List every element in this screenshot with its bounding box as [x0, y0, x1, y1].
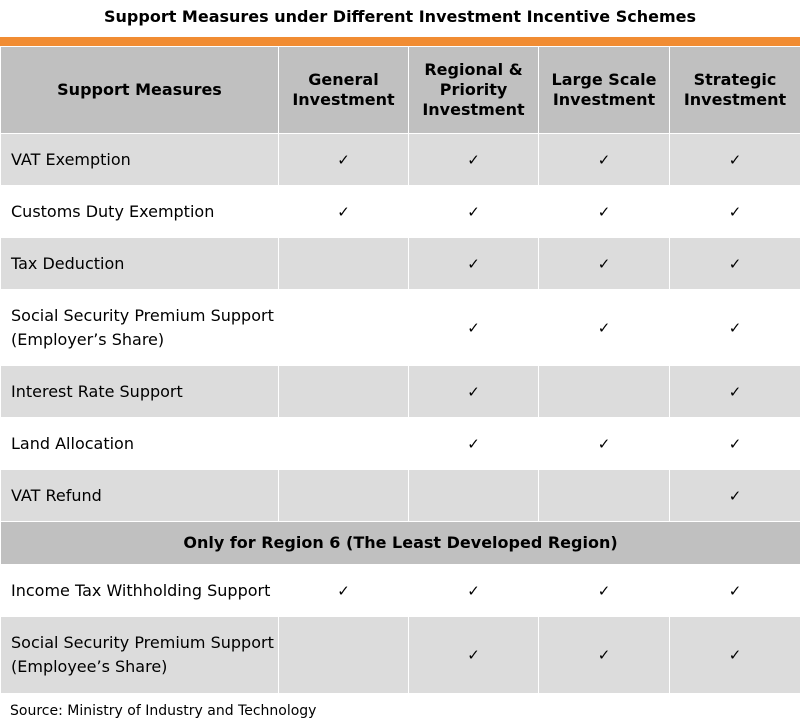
incentive-table	[0, 46, 800, 694]
check-icon: ✓	[409, 617, 539, 694]
accent-bar	[0, 37, 800, 46]
check-icon: ✓	[279, 134, 409, 186]
row-label-vat-refund: VAT Refund	[1, 470, 279, 522]
row-label-interest-rate-support: Interest Rate Support	[1, 366, 279, 418]
empty-cell	[279, 290, 409, 366]
check-icon: ✓	[279, 565, 409, 617]
check-icon: ✓	[409, 186, 539, 238]
row-label-land-allocation: Land Allocation	[1, 418, 279, 470]
table-title: Support Measures under Different Investment Incentive Schemes	[104, 7, 696, 26]
check-icon: ✓	[539, 617, 670, 694]
check-icon: ✓	[670, 290, 800, 366]
row-label-social-security-premium-support-employee-s-share: Social Security Premium Support (Employee’s Share)	[1, 617, 279, 694]
table-row	[1, 186, 800, 238]
section-title: Only for Region 6 (The Least Developed Region)	[1, 522, 800, 565]
row-label-social-security-premium-support-employer-s-share: Social Security Premium Support (Employer’s Share)	[1, 290, 279, 366]
check-icon: ✓	[670, 238, 800, 290]
check-icon: ✓	[539, 186, 670, 238]
table-row	[1, 565, 800, 617]
check-icon: ✓	[539, 565, 670, 617]
empty-cell	[279, 418, 409, 470]
check-icon: ✓	[539, 134, 670, 186]
check-icon: ✓	[539, 238, 670, 290]
check-icon: ✓	[670, 470, 800, 522]
check-icon: ✓	[409, 290, 539, 366]
check-icon: ✓	[670, 134, 800, 186]
empty-cell	[539, 366, 670, 418]
header-row	[1, 47, 800, 134]
header-strategic-investment: Strategic Investment	[670, 47, 800, 134]
header-large-scale-investment: Large Scale Investment	[539, 47, 670, 134]
check-icon: ✓	[670, 418, 800, 470]
check-icon: ✓	[670, 186, 800, 238]
check-icon: ✓	[409, 134, 539, 186]
table-row	[1, 470, 800, 522]
table-row	[1, 290, 800, 366]
check-icon: ✓	[539, 418, 670, 470]
check-icon: ✓	[409, 418, 539, 470]
table-row	[1, 366, 800, 418]
region-6-section-row	[1, 522, 800, 565]
table-row	[1, 418, 800, 470]
empty-cell	[279, 238, 409, 290]
check-icon: ✓	[279, 186, 409, 238]
row-label-income-tax-withholding-support: Income Tax Withholding Support	[1, 565, 279, 617]
row-label-tax-deduction: Tax Deduction	[1, 238, 279, 290]
row-label-vat-exemption: VAT Exemption	[1, 134, 279, 186]
empty-cell	[279, 617, 409, 694]
source-note: Source: Ministry of Industry and Technology	[10, 703, 317, 719]
empty-cell	[279, 366, 409, 418]
empty-cell	[279, 470, 409, 522]
check-icon: ✓	[670, 617, 800, 694]
header-regional-priority-investment: Regional & Priority Investment	[409, 47, 539, 134]
table-row	[1, 238, 800, 290]
header-general-investment: General Investment	[279, 47, 409, 134]
check-icon: ✓	[409, 238, 539, 290]
header-support-measures: Support Measures	[1, 47, 279, 134]
empty-cell	[409, 470, 539, 522]
check-icon: ✓	[409, 366, 539, 418]
check-icon: ✓	[539, 290, 670, 366]
check-icon: ✓	[670, 565, 800, 617]
check-icon: ✓	[670, 366, 800, 418]
empty-cell	[539, 470, 670, 522]
table-row	[1, 134, 800, 186]
row-label-customs-duty-exemption: Customs Duty Exemption	[1, 186, 279, 238]
table-row	[1, 617, 800, 694]
check-icon: ✓	[409, 565, 539, 617]
